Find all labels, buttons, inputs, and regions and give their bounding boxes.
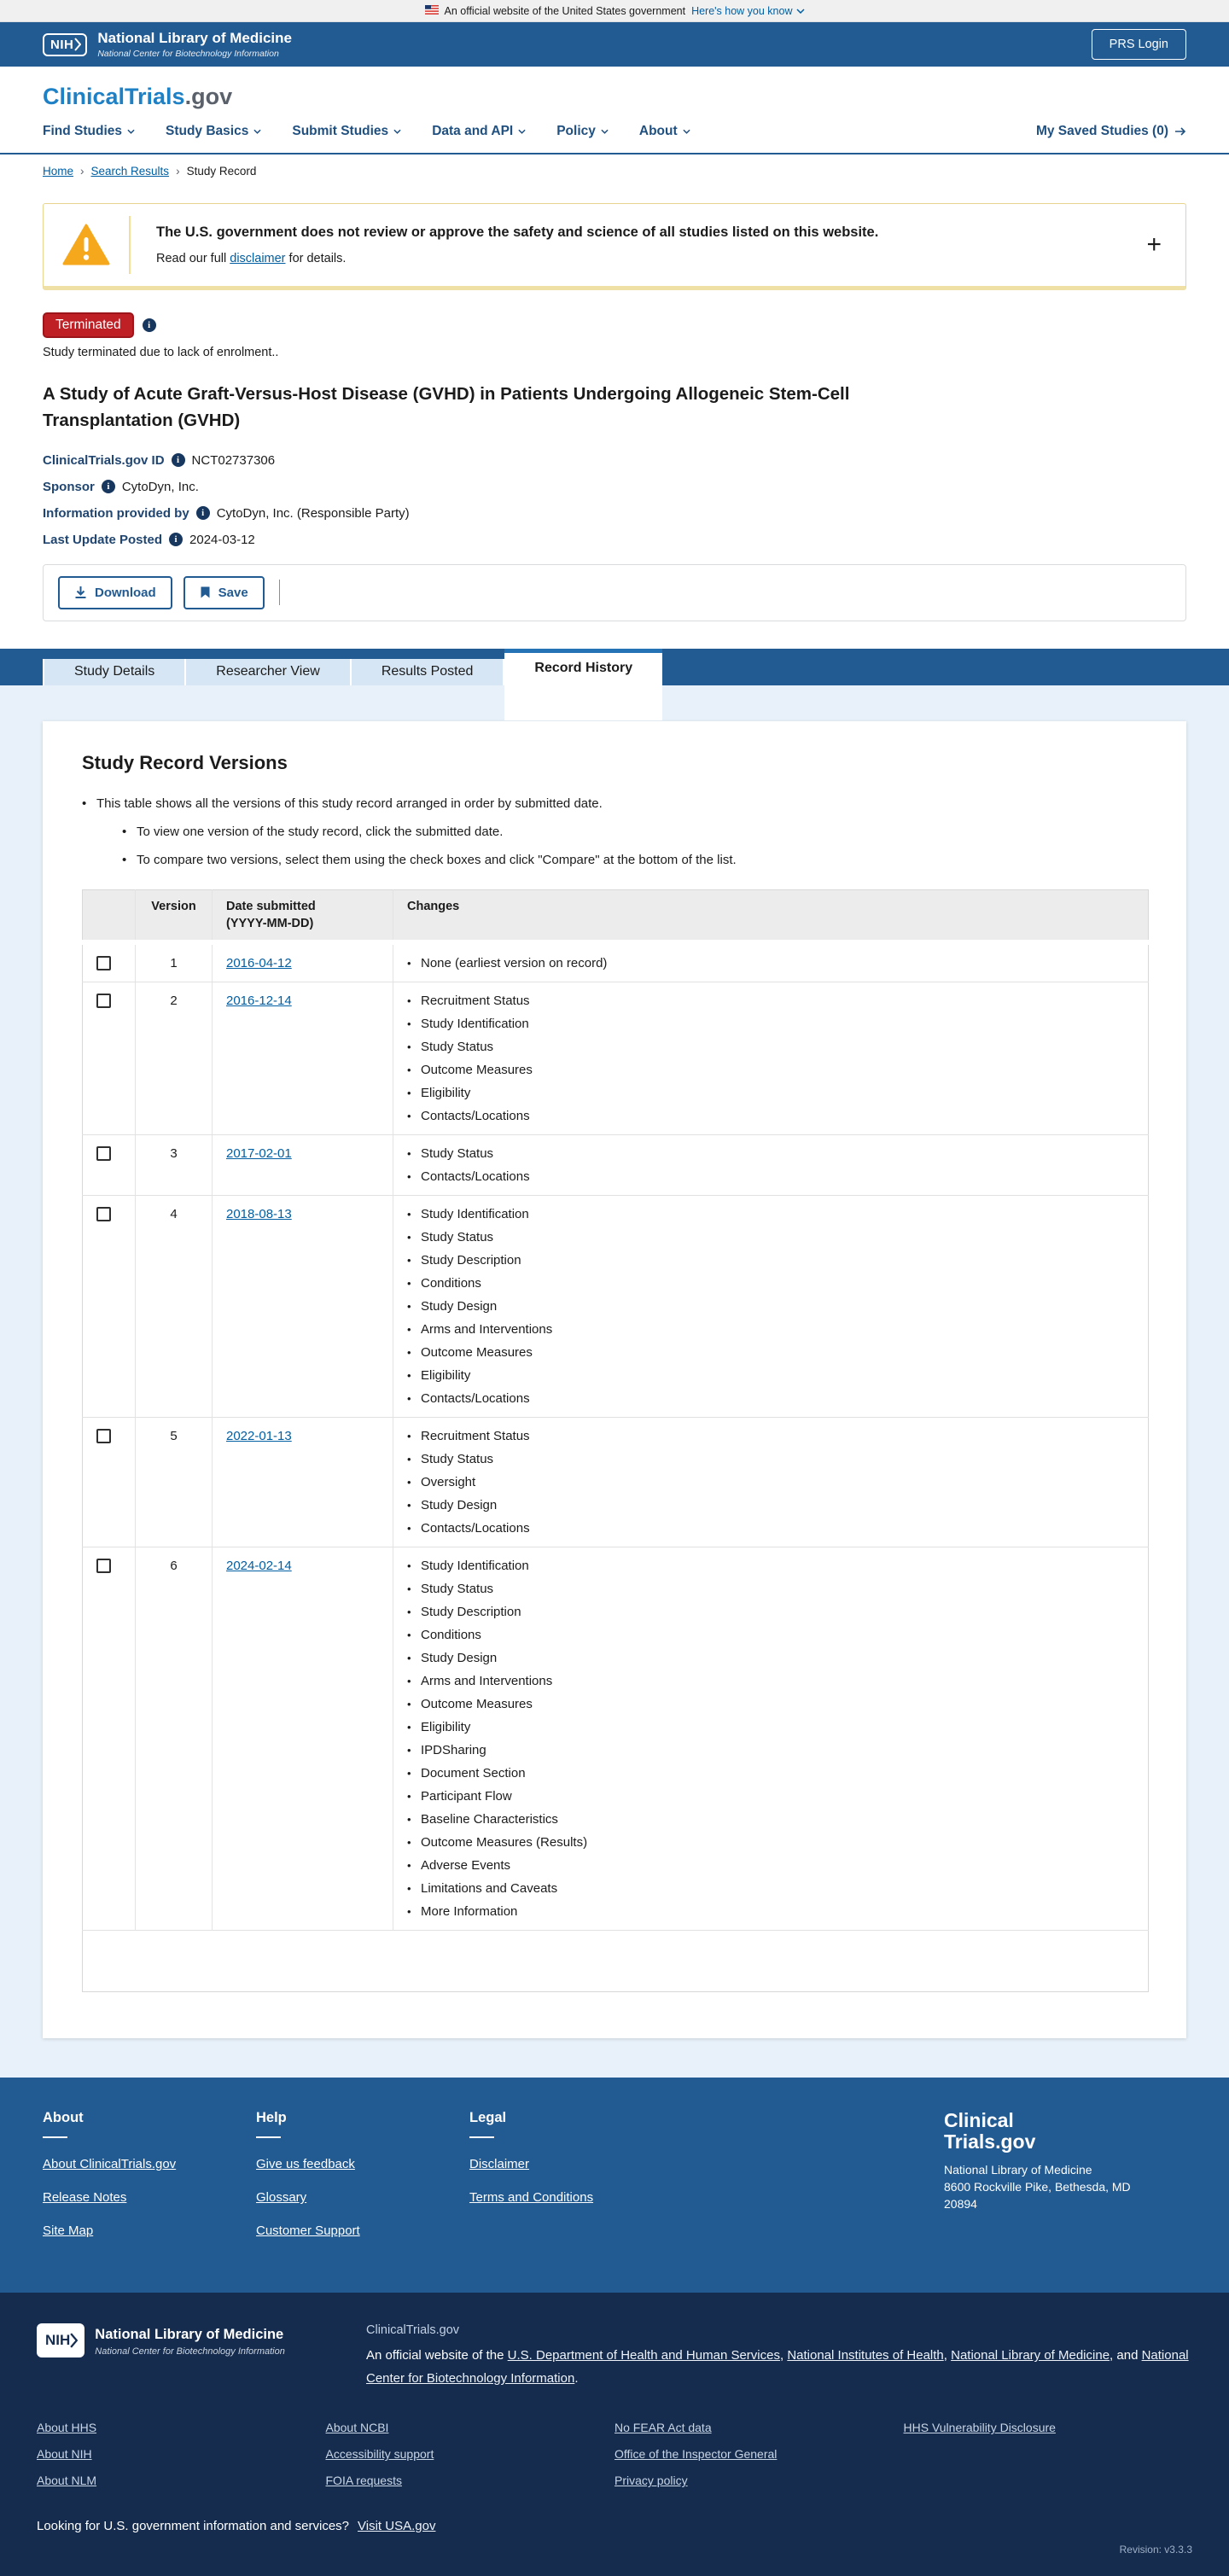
info-icon[interactable]: i xyxy=(196,506,210,520)
version-number: 3 xyxy=(136,1135,213,1196)
footer-column-heading: About xyxy=(43,2110,84,2126)
compare-checkbox[interactable] xyxy=(96,1429,111,1443)
nlm-header xyxy=(0,22,1229,67)
checkbox-column-header xyxy=(83,889,136,942)
change-item: • Oversight xyxy=(407,1475,1134,1489)
hhs-link[interactable]: U.S. Department of Health and Human Services xyxy=(507,2348,780,2363)
subfooter-site-name: ClinicalTrials.gov xyxy=(366,2323,460,2338)
change-item: • More Information xyxy=(407,1904,1134,1919)
record-history-panel xyxy=(0,685,1229,2078)
version-number: 5 xyxy=(136,1418,213,1547)
subfooter-link[interactable]: Privacy policy xyxy=(614,2474,688,2488)
change-item: • Study Description xyxy=(407,1253,1134,1268)
nav-find-studies[interactable]: Find Studies xyxy=(43,124,135,139)
footer-heading-underline xyxy=(469,2136,494,2138)
version-date-link[interactable]: 2016-04-12 xyxy=(226,956,292,971)
visit-usagov-link[interactable]: Visit USA.gov xyxy=(358,2519,436,2534)
versions-intro: • This table shows all the versions of this study record arranged in order by submitted date. • To view one version of the study record, click the submitted date. • To compare two versions, select them using the check boxes and click "Compare" at the bottom of the list. xyxy=(82,795,1149,869)
chevron-down-icon xyxy=(253,129,261,134)
how-you-know-link[interactable]: Here's how you know xyxy=(691,5,804,17)
subfooter-link[interactable]: Office of the Inspector General xyxy=(614,2447,778,2462)
subfooter-link[interactable]: About NIH xyxy=(37,2447,92,2462)
footer-clinicaltrials-logo: Clinical Trials.gov xyxy=(944,2109,1036,2153)
information-provided-value: CytoDyn, Inc. (Responsible Party) xyxy=(216,505,410,521)
changes-list xyxy=(407,1559,1134,1919)
change-item: • Adverse Events xyxy=(407,1858,1134,1873)
compare-checkbox[interactable] xyxy=(96,994,111,1008)
change-item: • Recruitment Status xyxy=(407,994,1134,1008)
warning-expand-button[interactable]: + xyxy=(1146,230,1162,259)
us-flag-icon xyxy=(425,5,439,17)
footer-address: National Library of Medicine 8600 Rockville Pike, Bethesda, MD 20894 xyxy=(944,2162,1131,2212)
compare-checkbox[interactable] xyxy=(96,1559,111,1573)
bookmark-icon xyxy=(200,586,211,599)
nav-data-and-api[interactable]: Data and API xyxy=(432,124,526,139)
nav-about[interactable]: About xyxy=(639,124,690,139)
footer-heading-underline xyxy=(43,2136,67,2138)
footer-link[interactable]: Terms and Conditions xyxy=(469,2190,594,2206)
warning-subtext: Read our full disclaimer for details. xyxy=(156,252,347,265)
footer-column xyxy=(469,2110,683,2257)
version-row xyxy=(83,1547,1149,1931)
subfooter-link[interactable]: No FEAR Act data xyxy=(614,2421,712,2435)
action-bar xyxy=(43,564,1186,621)
chevron-down-icon xyxy=(518,129,526,134)
info-icon[interactable]: i xyxy=(143,318,156,332)
change-item: • Study Design xyxy=(407,1651,1134,1665)
action-divider xyxy=(279,580,280,605)
change-item: • Conditions xyxy=(407,1276,1134,1291)
tab-bar xyxy=(0,649,1229,685)
clinicaltrials-logo[interactable]: ClinicalTrials.gov xyxy=(43,84,233,109)
chevron-down-icon xyxy=(393,129,401,134)
footer-column-heading: Help xyxy=(256,2110,287,2126)
version-date-link[interactable]: 2016-12-14 xyxy=(226,994,292,1009)
change-item: • IPDSharing xyxy=(407,1743,1134,1757)
warning-title: The U.S. government does not review or approve the safety and science of all studies listed on this website. xyxy=(156,224,879,240)
my-saved-studies-link[interactable]: My Saved Studies (0) xyxy=(1036,124,1186,139)
subfooter-link-column xyxy=(904,2421,1193,2500)
footer-brand-block xyxy=(944,2110,1186,2257)
main-nav xyxy=(43,124,1186,153)
footer xyxy=(0,2078,1229,2293)
change-item: • Study Status xyxy=(407,1230,1134,1244)
usa-gov-line: Looking for U.S. government information and services? Visit USA.gov xyxy=(37,2519,436,2534)
subfooter-link-column xyxy=(326,2421,615,2500)
subfooter-link[interactable]: FOIA requests xyxy=(325,2474,402,2488)
subfooter-link-column xyxy=(614,2421,904,2500)
version-number: 1 xyxy=(136,942,213,982)
version-date-link[interactable]: 2024-02-14 xyxy=(226,1559,292,1574)
nih-chevron-icon xyxy=(70,2333,78,2348)
change-item: • Study Design xyxy=(407,1498,1134,1512)
footer-link[interactable]: Give us feedback xyxy=(256,2157,355,2172)
footer-column-heading: Legal xyxy=(469,2110,507,2126)
version-row xyxy=(83,1135,1149,1196)
versions-card xyxy=(43,721,1186,2039)
footer-heading-underline xyxy=(256,2136,281,2138)
last-update-label: Last Update Posted xyxy=(43,532,163,547)
version-row xyxy=(83,1196,1149,1418)
chevron-down-icon xyxy=(127,129,135,134)
version-date-link[interactable]: 2022-01-13 xyxy=(226,1429,292,1444)
footer-column xyxy=(43,2110,256,2257)
information-provided-label: Information provided by xyxy=(43,505,189,521)
compare-checkbox[interactable] xyxy=(96,1207,111,1221)
subfooter-nlm-block xyxy=(37,2323,366,2390)
tab-results-posted[interactable]: Results Posted xyxy=(350,659,505,685)
last-update-value: 2024-03-12 xyxy=(189,532,255,547)
change-item: • Eligibility xyxy=(407,1086,1134,1100)
version-row xyxy=(83,982,1149,1135)
sponsor-value: CytoDyn, Inc. xyxy=(121,479,199,494)
status-note: Study terminated due to lack of enrolment.. xyxy=(43,346,279,359)
subfooter-link-column xyxy=(37,2421,326,2500)
ncbi-link[interactable]: National Center for Biotechnology Information xyxy=(366,2348,1189,2387)
download-icon xyxy=(74,586,87,599)
change-item: • Baseline Characteristics xyxy=(407,1812,1134,1827)
tab-researcher-view[interactable]: Researcher View xyxy=(184,659,350,685)
version-date-link[interactable]: 2018-08-13 xyxy=(226,1207,292,1222)
disclaimer-link[interactable]: disclaimer xyxy=(230,252,286,265)
change-item: • Outcome Measures xyxy=(407,1063,1134,1077)
nlm-link[interactable]: National Library of Medicine xyxy=(951,2348,1110,2363)
nih-link[interactable]: National Institutes of Health xyxy=(787,2348,944,2363)
version-number: 6 xyxy=(136,1547,213,1931)
compare-checkbox[interactable] xyxy=(96,1146,111,1161)
warning-icon-cell xyxy=(44,204,129,286)
subfooter-org-subtitle: National Center for Biotechnology Information xyxy=(95,2346,285,2357)
breadcrumb-search-results[interactable]: Search Results xyxy=(90,165,170,178)
change-item: • Contacts/Locations xyxy=(407,1391,1134,1406)
save-button[interactable]: Save xyxy=(183,576,265,609)
change-item: • Study Identification xyxy=(407,1559,1134,1573)
version-row xyxy=(83,1418,1149,1547)
change-item: • Contacts/Locations xyxy=(407,1521,1134,1536)
change-item: • Study Design xyxy=(407,1299,1134,1314)
tab-study-details[interactable]: Study Details xyxy=(43,659,184,685)
change-item: • Limitations and Caveats xyxy=(407,1881,1134,1896)
nih-chevron-icon xyxy=(74,38,81,51)
intro-sub-bullet: • To view one version of the study record, click the submitted date. xyxy=(122,823,1149,841)
breadcrumb xyxy=(0,154,1229,183)
intro-sub-bullet: • To compare two versions, select them using the check boxes and click "Compare" at the bottom of the list. xyxy=(122,851,1149,869)
footer-link[interactable]: Glossary xyxy=(256,2190,307,2206)
nav-policy[interactable]: Policy xyxy=(556,124,609,139)
arrow-right-icon xyxy=(1174,127,1186,136)
breadcrumb-separator: › xyxy=(80,165,84,178)
download-button[interactable]: Download xyxy=(58,576,172,609)
nih-logo[interactable]: NIH xyxy=(37,2323,84,2357)
chevron-down-icon xyxy=(683,129,690,134)
breadcrumb-home[interactable]: Home xyxy=(43,165,74,178)
chevron-down-icon xyxy=(796,9,805,14)
change-item: • Contacts/Locations xyxy=(407,1169,1134,1184)
subfooter-link[interactable]: Accessibility support xyxy=(325,2447,434,2462)
changes-list xyxy=(407,1207,1134,1406)
changes-column-header: Changes xyxy=(393,889,1149,942)
footer-link[interactable]: Disclaimer xyxy=(469,2157,530,2172)
nih-logo[interactable]: NIH xyxy=(43,33,87,56)
change-item: • Eligibility xyxy=(407,1720,1134,1734)
table-header-row xyxy=(83,889,1149,942)
subfooter-link[interactable]: HHS Vulnerability Disclosure xyxy=(903,2421,1056,2435)
change-item: • Study Status xyxy=(407,1452,1134,1466)
subfooter-link[interactable]: About NLM xyxy=(37,2474,97,2488)
change-item: • Outcome Measures (Results) xyxy=(407,1835,1134,1850)
change-item: • Arms and Interventions xyxy=(407,1674,1134,1688)
info-icon[interactable]: i xyxy=(172,453,185,467)
info-icon[interactable]: i xyxy=(102,480,115,493)
change-item: • Study Description xyxy=(407,1605,1134,1619)
change-item: • Participant Flow xyxy=(407,1789,1134,1804)
nav-submit-studies[interactable]: Submit Studies xyxy=(292,124,401,139)
version-date-link[interactable]: 2017-02-01 xyxy=(226,1146,292,1162)
version-column-header: Version xyxy=(136,889,213,942)
change-item: • Study Identification xyxy=(407,1207,1134,1221)
revision-label: Revision: v3.3.3 xyxy=(1119,2544,1192,2556)
study-meta xyxy=(43,453,1186,547)
subfooter-org-title: National Library of Medicine xyxy=(95,2327,284,2343)
change-item: • Recruitment Status xyxy=(407,1429,1134,1443)
version-number: 4 xyxy=(136,1196,213,1418)
footer-column xyxy=(256,2110,469,2257)
change-item: • Study Identification xyxy=(407,1017,1134,1031)
site-header xyxy=(0,67,1229,153)
nlm-org-subtitle: National Center for Biotechnology Information xyxy=(97,49,279,59)
date-column-header: Date submitted (YYYY-MM-DD) xyxy=(213,889,393,942)
change-item: • Arms and Interventions xyxy=(407,1322,1134,1337)
change-item: • Outcome Measures xyxy=(407,1697,1134,1711)
compare-checkbox[interactable] xyxy=(96,956,111,970)
changes-list xyxy=(407,1429,1134,1536)
section-title: Study Record Versions xyxy=(82,751,288,773)
warning-banner xyxy=(43,203,1186,290)
chevron-down-icon xyxy=(601,129,609,134)
breadcrumb-separator: › xyxy=(176,165,180,178)
changes-list xyxy=(407,956,1134,970)
change-item: • None (earliest version on record) xyxy=(407,956,1134,970)
change-item: • Outcome Measures xyxy=(407,1345,1134,1360)
tab-record-history[interactable]: Record History xyxy=(504,649,662,720)
change-item: • Study Status xyxy=(407,1146,1134,1161)
gov-banner xyxy=(0,0,1229,22)
version-number: 2 xyxy=(136,982,213,1135)
change-item: • Study Status xyxy=(407,1040,1134,1054)
info-icon[interactable]: i xyxy=(169,533,183,546)
subfooter-link[interactable]: About HHS xyxy=(37,2421,97,2435)
versions-table xyxy=(82,889,1149,1993)
nav-study-basics[interactable]: Study Basics xyxy=(166,124,261,139)
change-item: • Document Section xyxy=(407,1766,1134,1780)
changes-list xyxy=(407,994,1134,1123)
subfooter xyxy=(0,2293,1229,2576)
table-footer-row xyxy=(83,1931,1149,1992)
page-title: A Study of Acute Graft-Versus-Host Disease (GVHD) in Patients Undergoing Allogeneic Stem-Cell Transplantation (GVHD) xyxy=(43,384,850,430)
status-badge: Terminated xyxy=(43,312,134,338)
subfooter-link[interactable]: About NCBI xyxy=(325,2421,389,2435)
change-item: • Study Status xyxy=(407,1582,1134,1596)
nct-id-label: ClinicalTrials.gov ID xyxy=(43,452,165,468)
version-row xyxy=(83,942,1149,982)
change-item: • Contacts/Locations xyxy=(407,1109,1134,1123)
subfooter-official-text: An official website of the U.S. Department of Health and Human Services, National Institutes of Health, National Library of Medicine, and National Center for Biotechnology Information. xyxy=(366,2348,1189,2387)
breadcrumb-current: Study Record xyxy=(186,165,257,178)
footer-link[interactable]: Customer Support xyxy=(256,2223,360,2239)
footer-link[interactable]: Release Notes xyxy=(43,2190,127,2206)
change-item: • Eligibility xyxy=(407,1368,1134,1383)
nct-id-value: NCT02737306 xyxy=(191,452,276,468)
footer-link[interactable]: About ClinicalTrials.gov xyxy=(43,2157,177,2172)
change-item: • Conditions xyxy=(407,1628,1134,1642)
footer-link[interactable]: Site Map xyxy=(43,2223,94,2239)
nlm-org-title: National Library of Medicine xyxy=(97,30,292,46)
changes-list xyxy=(407,1146,1134,1184)
sponsor-label: Sponsor xyxy=(43,479,95,494)
gov-banner-text: An official website of the United States government xyxy=(444,4,686,17)
warning-triangle-icon xyxy=(62,224,110,266)
prs-login-button[interactable]: PRS Login xyxy=(1092,29,1186,60)
